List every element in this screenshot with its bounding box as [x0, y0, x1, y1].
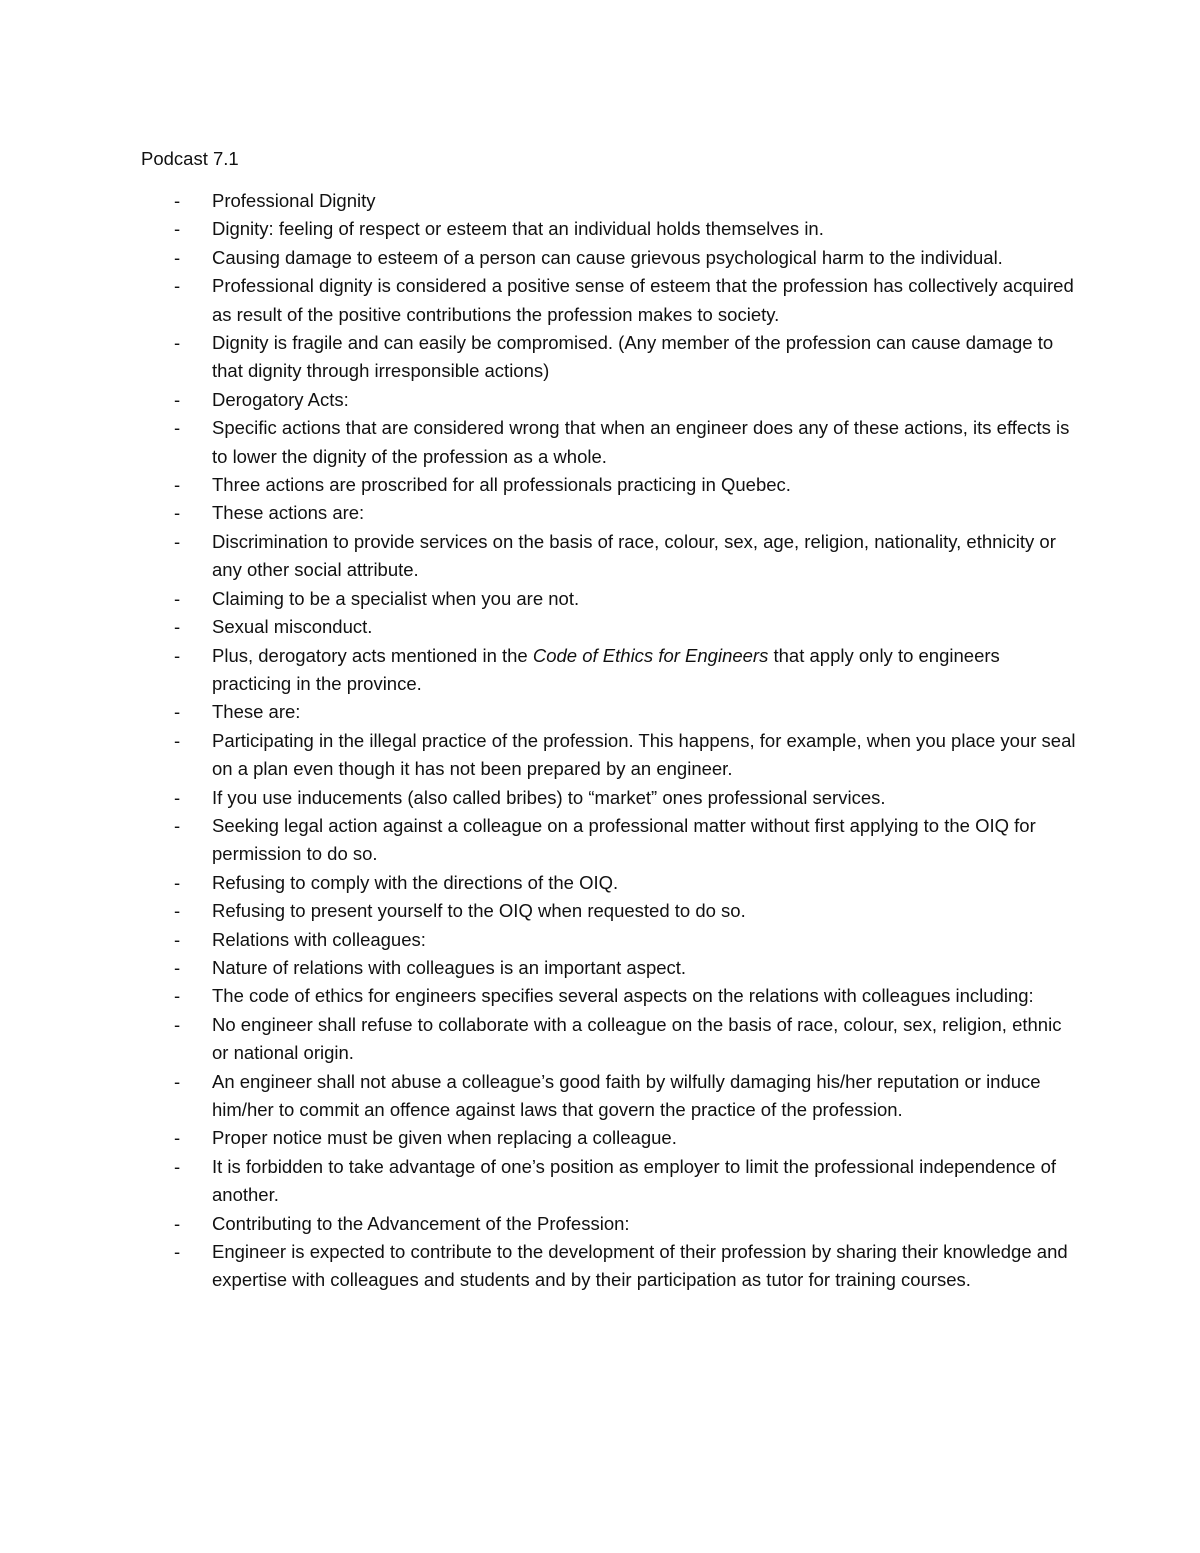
list-item-text: Discrimination to provide services on the basis of race, colour, sex, age, religion, nationality, ethnicity or any other social attribute. [212, 530, 1056, 581]
list-item [141, 869, 1081, 897]
bullet-marker: - [174, 1127, 181, 1149]
list-item [141, 1210, 1081, 1238]
list-item-text: Three actions are proscribed for all professionals practicing in Quebec. [212, 474, 791, 496]
list-item-text: Specific actions that are considered wrong that when an engineer does any of these actions, its effects is to lower the dignity of the profession as a whole. [212, 417, 1070, 467]
bullet-marker: - [174, 218, 181, 240]
list-item [141, 272, 1081, 329]
document-title: Podcast 7.1 [141, 148, 239, 169]
list-item [141, 727, 1081, 784]
bullet-marker: - [174, 1155, 181, 1177]
bullet-marker: - [174, 616, 181, 638]
list-item-text: Proper notice must be given when replacing a colleague. [212, 1127, 677, 1149]
list-item [141, 1011, 1081, 1068]
list-item-text: Causing damage to esteem of a person can cause grievous psychological harm to the individual. [212, 246, 1003, 268]
bullet-marker: - [174, 190, 181, 211]
list-item [141, 784, 1081, 812]
list-item-text [212, 642, 1081, 699]
list-item-text: Claiming to be a specialist when you are not. [212, 587, 580, 609]
bullet-marker: - [174, 814, 181, 836]
bullet-marker: - [174, 587, 181, 609]
list-item [141, 698, 1081, 726]
bullet-marker: - [174, 928, 181, 950]
bullet-marker: - [174, 786, 181, 808]
list-item [141, 1124, 1081, 1152]
list-item-text: Participating in the illegal practice of the profession. This happens, for example, when you place your seal on a plan even though it has not been prepared by an engineer. [212, 729, 1076, 780]
list-item-text: The code of ethics for engineers specifies several aspects on the relations with colleagues including: [212, 985, 1034, 1007]
list-item-text: Dignity is fragile and can easily be compromised. (Any member of the profession can cause damage to that dignity through irresponsible actions) [212, 332, 1054, 382]
list-item [141, 244, 1081, 272]
bullet-marker: - [174, 388, 181, 410]
list-item-text: Relations with colleagues: [212, 928, 426, 950]
list-item [141, 613, 1081, 641]
bullet-marker: - [174, 502, 181, 524]
list-item-text: It is forbidden to take advantage of one’s position as employer to limit the professional independence of another. [212, 1155, 1056, 1206]
bullet-marker: - [174, 275, 181, 297]
italic-title: Code of Ethics for Engineers [532, 644, 769, 666]
list-item [141, 585, 1081, 613]
list-item-text: Refusing to comply with the directions of the OIQ. [212, 871, 619, 893]
list-item [141, 215, 1081, 243]
bullet-marker: - [174, 985, 181, 1007]
list-item [141, 954, 1081, 982]
bullet-marker: - [174, 1013, 181, 1035]
bullet-marker: - [174, 644, 181, 666]
list-item-text-part: that apply only to engineers practicing in the province. [212, 644, 1000, 694]
list-item-text: Engineer is expected to contribute to the development of their profession by sharing their knowledge and expertise with colleagues and students and by their participation as tutor for training courses. [212, 1241, 1068, 1291]
bullet-marker: - [174, 1241, 181, 1263]
list-item [141, 528, 1081, 585]
list-item-text: Dignity: feeling of respect or esteem that an individual holds themselves in. [212, 218, 824, 240]
bullet-marker: - [174, 474, 181, 496]
bullet-marker: - [174, 1212, 181, 1234]
bullet-marker: - [174, 956, 181, 978]
list-item-text: Professional dignity is considered a positive sense of esteem that the profession has collectively acquired as result of the positive contributions the profession makes to society. [212, 275, 1074, 325]
list-item [141, 1238, 1081, 1295]
list-item [141, 329, 1081, 386]
bullet-marker: - [174, 417, 181, 439]
bullet-list [141, 187, 1081, 1295]
bullet-marker: - [174, 729, 181, 751]
bullet-marker: - [174, 530, 181, 552]
list-item [141, 1153, 1081, 1210]
list-item-text: If you use inducements (also called bribes) to “market” ones professional services. [212, 786, 886, 808]
bullet-marker: - [174, 246, 181, 268]
list-item-text: Refusing to present yourself to the OIQ when requested to do so. [212, 900, 746, 922]
list-item-text: These are: [212, 701, 301, 723]
list-item [141, 897, 1081, 925]
list-item [141, 812, 1081, 869]
list-item-text: An engineer shall not abuse a colleague’s good faith by wilfully damaging his/her reputation or induce him/her to commit an offence against laws that govern the practice of the profession. [212, 1070, 1041, 1120]
list-item-text: These actions are: [212, 502, 365, 524]
list-item-text: Professional Dignity [212, 190, 376, 211]
list-item [141, 386, 1081, 414]
list-item [141, 187, 1081, 215]
list-item-text: Seeking legal action against a colleague on a professional matter without first applying to the OIQ for permission to do so. [212, 814, 1036, 865]
list-item [141, 642, 1081, 699]
list-item [141, 1068, 1081, 1125]
list-item-text-part: Plus, derogatory acts mentioned in the [212, 644, 533, 666]
list-item [141, 414, 1081, 471]
bullet-marker: - [174, 900, 181, 922]
list-item [141, 471, 1081, 499]
bullet-marker: - [174, 332, 181, 354]
bullet-marker: - [174, 701, 181, 723]
list-item [141, 926, 1081, 954]
list-item-text: No engineer shall refuse to collaborate with a colleague on the basis of race, colour, sex, religion, ethnic or national origin. [212, 1013, 1062, 1064]
list-item-text: Sexual misconduct. [212, 616, 373, 638]
list-item [141, 499, 1081, 527]
list-item-text: Contributing to the Advancement of the Profession: [212, 1212, 630, 1234]
list-item-text: Derogatory Acts: [212, 388, 349, 410]
bullet-marker: - [174, 871, 181, 893]
bullet-marker: - [174, 1070, 181, 1092]
list-item [141, 982, 1081, 1010]
list-item-text: Nature of relations with colleagues is an important aspect. [212, 956, 687, 978]
